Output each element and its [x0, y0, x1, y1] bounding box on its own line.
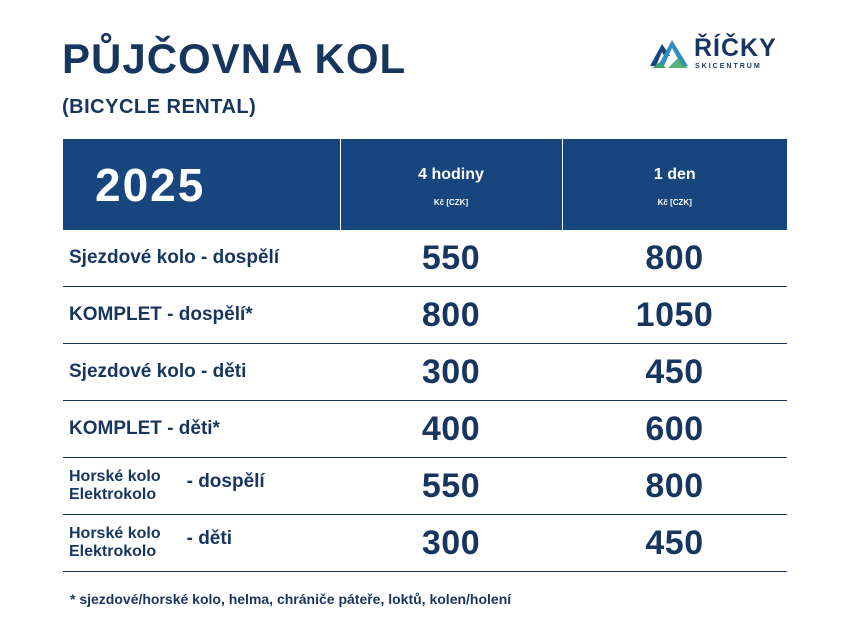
- column-unit: Kč [CZK]: [433, 198, 469, 207]
- item-name: KOMPLET - dospělí*: [63, 287, 340, 344]
- price-4-hours: 300: [340, 344, 562, 401]
- item-name-suffix: - děti: [186, 528, 232, 549]
- column-unit: Kč [CZK]: [657, 198, 692, 207]
- price-1-day: 800: [562, 230, 787, 287]
- price-4-hours: 400: [340, 401, 562, 458]
- item-name: [63, 515, 340, 572]
- column-label: 4 hodiny: [418, 166, 484, 183]
- year-header: [63, 139, 340, 230]
- page-subtitle: (BICYCLE RENTAL): [62, 96, 257, 118]
- column-header-1-day: [562, 139, 787, 230]
- item-name-line: Horské kolo: [69, 525, 161, 542]
- table-row: [63, 515, 787, 572]
- item-name: [63, 458, 340, 515]
- table-row: [63, 344, 787, 401]
- price-4-hours: 550: [340, 458, 562, 515]
- price-1-day: 450: [562, 344, 787, 401]
- column-label: 1 den: [653, 166, 696, 183]
- ricky-logo: [648, 36, 798, 76]
- table-row: [63, 230, 787, 287]
- table-header-row: [63, 139, 787, 230]
- footnote: * sjezdové/horské kolo, helma, chrániče páteře, loktů, kolen/holení: [70, 591, 512, 607]
- year-label: 2025: [95, 158, 206, 211]
- item-name-group: [69, 468, 340, 504]
- item-name-group: [69, 525, 340, 561]
- price-4-hours: 300: [340, 515, 562, 572]
- column-header-4-hours: [340, 139, 562, 230]
- table-row: [63, 401, 787, 458]
- item-name: Sjezdové kolo - děti: [63, 344, 340, 401]
- item-name: KOMPLET - děti*: [63, 401, 340, 458]
- price-table: [63, 139, 787, 572]
- price-4-hours: 800: [340, 287, 562, 344]
- price-1-day: 1050: [562, 287, 787, 344]
- item-name-line: Elektrokolo: [69, 543, 157, 560]
- logo-name: ŘÍČKY: [694, 34, 777, 62]
- item-name-lines: [69, 525, 161, 561]
- table-row: [63, 287, 787, 344]
- table-row: [63, 458, 787, 515]
- price-1-day: 450: [562, 515, 787, 572]
- item-name-suffix: - dospělí: [186, 471, 265, 492]
- logo-tagline: SKICENTRUM: [695, 63, 762, 70]
- item-name: Sjezdové kolo - dospělí: [63, 230, 340, 287]
- page-title: PŮJČOVNA KOL: [62, 35, 407, 82]
- mountains-logo-icon: [648, 36, 692, 70]
- item-name-line: Elektrokolo: [69, 486, 157, 503]
- price-4-hours: 550: [340, 230, 562, 287]
- price-1-day: 600: [562, 401, 787, 458]
- item-name-line: Horské kolo: [69, 468, 161, 485]
- price-1-day: 800: [562, 458, 787, 515]
- item-name-lines: [69, 468, 161, 504]
